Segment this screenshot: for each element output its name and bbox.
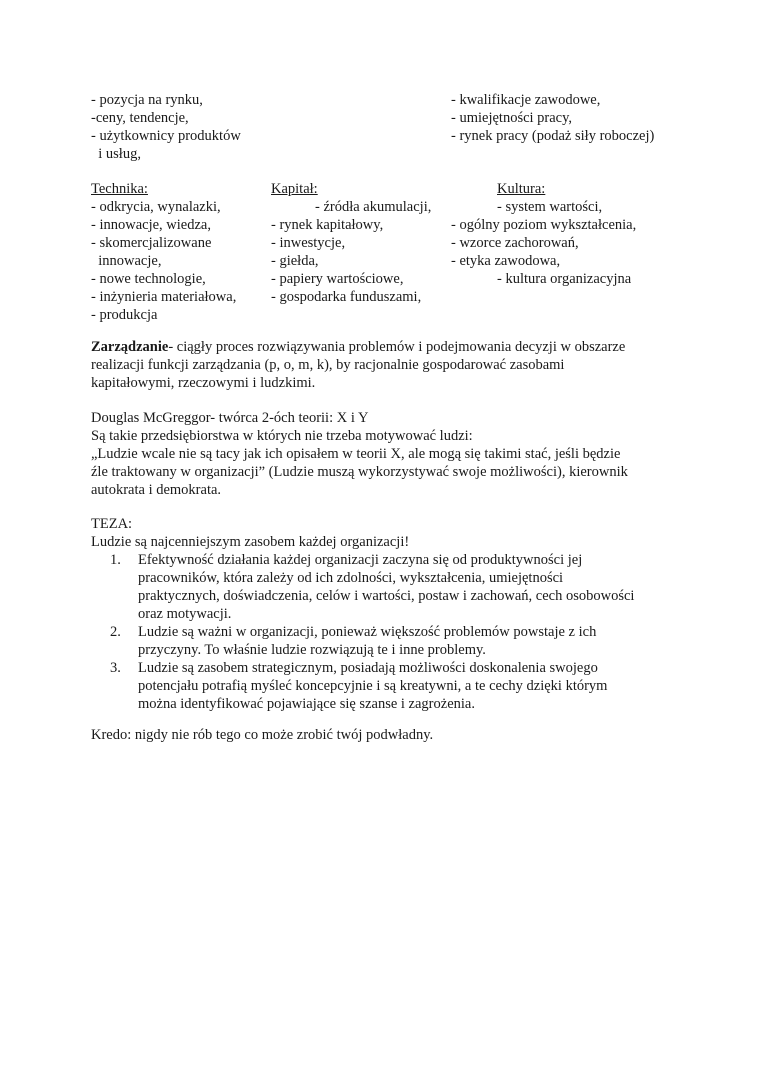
list-item: - pozycja na rynku, [91, 92, 203, 108]
list-item: - ogólny poziom wykształcenia, [451, 217, 637, 233]
item-line: można identyfikować pojawiające się szanse i zagrożenia. [138, 696, 475, 712]
mcgregor-paragraph [91, 409, 681, 499]
kultura-title: Kultura: [497, 181, 546, 197]
teza-section [91, 515, 681, 551]
paragraph-line: „Ludzie wcale nie są tacy jak ich opisałem w teorii X, ale mogą się takimi stać, jeśli będzie [91, 446, 621, 462]
kultura-column [451, 180, 636, 288]
list-item: innowacje, [91, 253, 162, 269]
paragraph-line: Są takie przedsiębiorstwa w których nie trzeba motywować ludzi: [91, 428, 473, 444]
item-number: 1. [110, 552, 121, 568]
list-item: - kultura organizacyjna [497, 271, 632, 287]
item-line: Ludzie są ważni w organizacji, ponieważ większość problemów powstaje z ich [138, 624, 597, 640]
item-number: 2. [110, 624, 121, 640]
teza-heading: TEZA: [91, 516, 133, 532]
top-right-list [451, 91, 654, 145]
teza-list [110, 551, 634, 713]
list-item: - wzorce zachorowań, [451, 235, 579, 251]
list-item: - inwestycje, [271, 235, 346, 251]
kapital-title: Kapitał: [271, 181, 318, 197]
list-item: - odkrycia, wynalazki, [91, 199, 221, 215]
kapital-column [271, 180, 431, 306]
list-item: - użytkownicy produktów [91, 128, 241, 144]
list-item [110, 659, 634, 713]
list-item [110, 551, 634, 623]
list-item: - etyka zawodowa, [451, 253, 561, 269]
item-line: praktycznych, doświadczenia, celów i wartości, postaw i zachowań, cech osobowości [138, 588, 635, 604]
item-line: przyczyny. To właśnie ludzie rozwiązują te i inne problemy. [138, 642, 486, 658]
top-left-list [91, 91, 241, 163]
list-item: - źródła akumulacji, [315, 199, 432, 215]
definition-line: kapitałowymi, rzeczowymi i ludzkimi. [91, 375, 316, 391]
item-line: oraz motywacji. [138, 606, 232, 622]
list-item: - gospodarka funduszami, [271, 289, 422, 305]
definition-line [91, 338, 681, 356]
list-item: - system wartości, [497, 199, 603, 215]
list-item: - produkcja [91, 307, 158, 323]
item-line: Ludzie są zasobem strategicznym, posiadają możliwości doskonalenia swojego [138, 660, 598, 676]
kredo-line: Kredo: nigdy nie rób tego co może zrobić twój podwładny. [91, 727, 434, 743]
definition-line: realizacji funkcji zarządzania (p, o, m, k), by racjonalnie gospodarować zasobami [91, 357, 565, 373]
list-item: - nowe technologie, [91, 271, 206, 287]
item-number: 3. [110, 660, 121, 676]
teza-statement: Ludzie są najcenniejszym zasobem każdej organizacji! [91, 534, 410, 550]
item-line: pracowników, która zależy od ich zdolności, wykształcenia, umiejętności [138, 570, 564, 586]
list-item: - rynek kapitałowy, [271, 217, 384, 233]
list-item: - kwalifikacje zawodowe, [451, 92, 601, 108]
list-item: - innowacje, wiedza, [91, 217, 211, 233]
paragraph-line: Douglas McGreggor- twórca 2-óch teorii: X i Y [91, 410, 369, 426]
list-item [110, 623, 634, 659]
zarzadzanie-definition [91, 338, 681, 392]
technika-title: Technika: [91, 181, 148, 197]
definition-term: Zarządzanie [91, 339, 169, 355]
paragraph-line: źle traktowany w organizacji” (Ludzie muszą wykorzystywać swoje możliwości), kierownik [91, 464, 628, 480]
list-item: - rynek pracy (podaż siły roboczej) [451, 128, 655, 144]
list-item: - papiery wartościowe, [271, 271, 404, 287]
item-line: potencjału potrafią myśleć koncepcyjnie i są kreatywni, a te cechy dzięki którym [138, 678, 608, 694]
list-item: - umiejętności pracy, [451, 110, 573, 126]
list-item: - giełda, [271, 253, 319, 269]
item-line: Efektywność działania każdej organizacji zaczyna się od produktywności jej [138, 552, 583, 568]
list-item: -ceny, tendencje, [91, 110, 189, 126]
list-item: i usług, [91, 146, 141, 162]
paragraph-line: autokrata i demokrata. [91, 482, 222, 498]
list-item: - skomercjalizowane [91, 235, 212, 251]
technika-column [91, 180, 236, 324]
list-item: - inżynieria materiałowa, [91, 289, 237, 305]
definition-text: - ciągły proces rozwiązywania problemów i podejmowania decyzji w obszarze [168, 339, 626, 355]
